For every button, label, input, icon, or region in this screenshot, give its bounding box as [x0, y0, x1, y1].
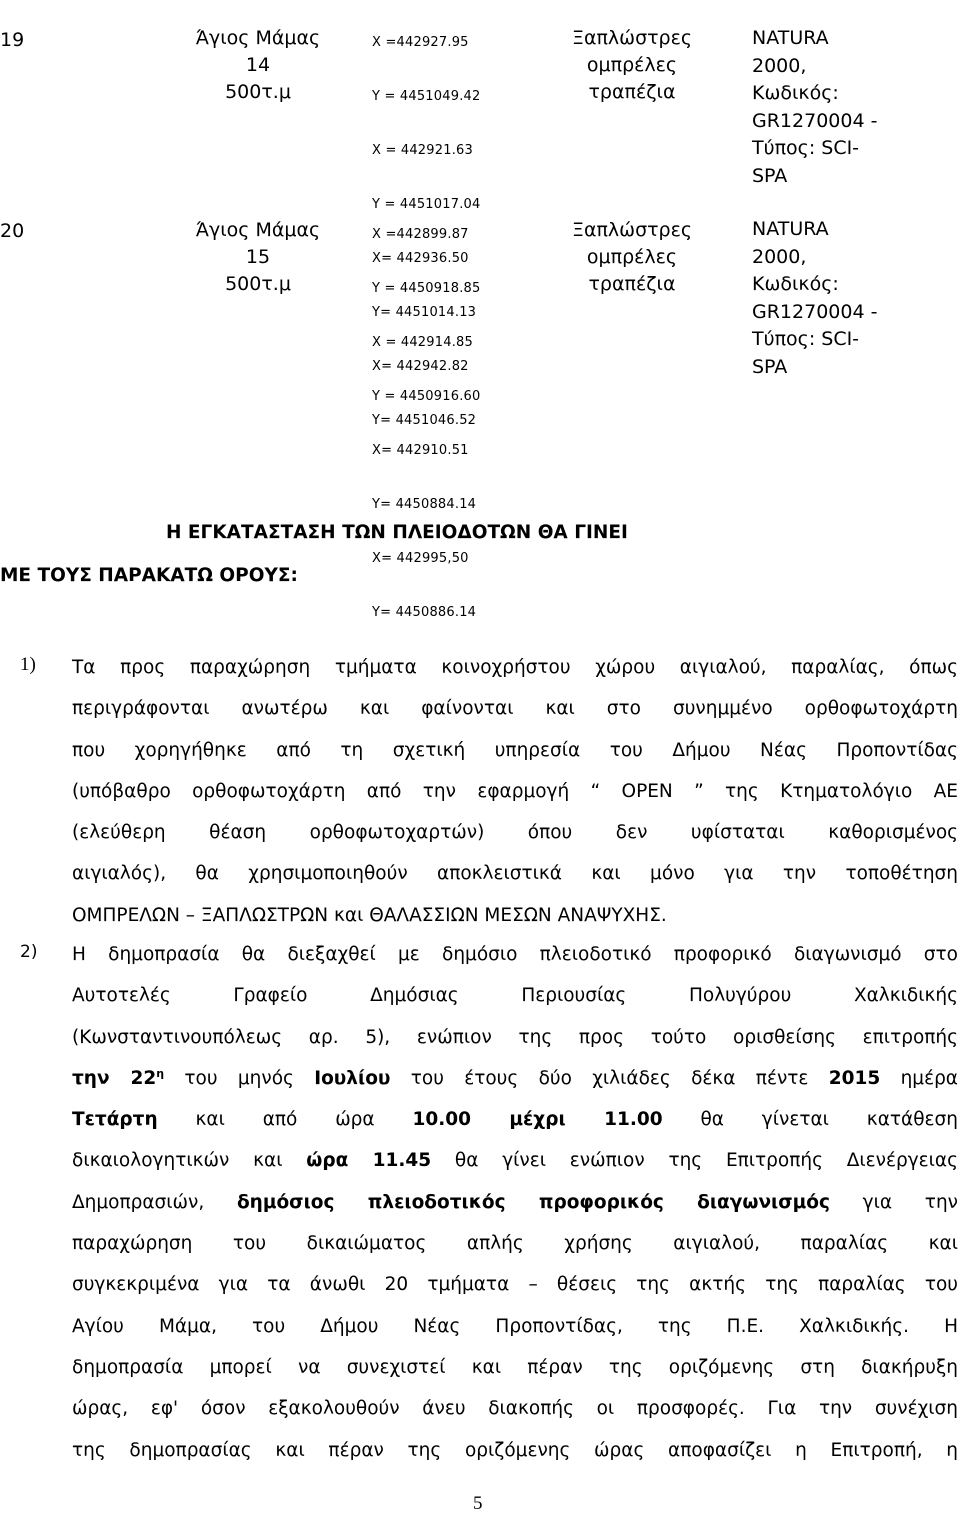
row-uses: Ξαπλώστρες ομπρέλες τραπέζια [571, 219, 693, 295]
row-uses: Ξαπλώστρες ομπρέλες τραπέζια [571, 27, 693, 103]
term-number: 2) [20, 942, 38, 962]
row-number: 19 [0, 29, 25, 51]
section-heading-line2: ΜΕ ΤΟΥΣ ΠΑΡΑΚΑΤΩ ΟΡΟΥΣ: [0, 565, 298, 586]
term-paragraph: Τα προς παραχώρηση τμήματα κοινοχρήστου χώρου αιγιαλού, παραλίας, όπως περιγράφονται ανωτέρω και φαίνονται και στο συνημμένο ορθοφωτοχάρτη που χορηγήθηκε από τη σχετική υπηρεσία του Δήμου Νέας Προποντίδας (υπόβαθρο ορθοφωτοχάρτη από την εφαρμογή “ OPEN ” της Κτηματολόγιο ΑΕ (ελεύθερη θέαση ορθοφωτοχαρτών) όπου δεν υφίσταται καθορισμένος αιγιαλός), θα χρησιμοποιηθούν αποκλειστικά και μόνο για την τοποθέτηση ΟΜΠΡΕΛΩΝ – ΞΑΠΛΩΣΤΡΩΝ και ΘΑΛΑΣΣΙΩΝ ΜΕΣΩΝ ΑΝΑΨΥΧΗΣ. [72, 657, 958, 926]
section-heading-line1: Η ΕΓΚΑΤΑΣΤΑΣΗ ΤΩΝ ΠΛΕΙΟΔΟΤΩΝ ΘΑ ΓΙΝΕΙ [166, 522, 628, 543]
row-coordinates: X =442899.87 Y = 4450918.85 X = 442914.85 Y = 4450916.60 X= 442910.51 Y= 4450884.14 X= 442995,50 Y= 4450886.14 [372, 227, 481, 620]
page-number: 5 [473, 1493, 483, 1514]
term-number: 1) [20, 654, 36, 675]
row-protection: NATURA 2000, Κωδικός: GR1270004 - Τύπος: SCI- SPA [752, 27, 878, 187]
row-location: Άγιος Μάμας 15 500τ.μ [195, 219, 321, 295]
row-number: 20 [0, 220, 25, 242]
row-protection: NATURA 2000, Κωδικός: GR1270004 - Τύπος: SCI- SPA [752, 218, 878, 378]
row-coordinates: X =442927.95 Y = 4451049.42 X = 442921.63 Y = 4451017.04 X= 442936.50 Y= 4451014.13 X= 442942.82 Y= 4451046.52 [372, 35, 481, 428]
term-paragraph: Η δημοπρασία θα διεξαχθεί με δημόσιο πλειοδοτικό προφορικό διαγωνισμό στο Αυτοτελές Γραφείο Δημόσιας Περιουσίας Πολυγύρου Χαλκιδικής (Κωνσταντινουπόλεως αρ. 5), ενώπιον της προς τούτο ορισθείσης επιτροπής την $22^\eta$ του μηνός Ιουλίου του έτους δύο χιλιάδες δέκα πέντε 2015 ημέρα Τετάρτη και από ώρα 10.00 μέχρι 11.00 θα γίνεται κατάθεση δικαιολογητικών και ώρα 11.45 θα γίνει ενώπιον της Επιτροπής Διενέργειας Δημοπρασιών, δημόσιος πλειοδοτικός προφορικός διαγωνισμός για την παραχώρηση του δικαιώματος απλής χρήσης αιγιαλού, παραλίας και συγκεκριμένα για τα άνωθι 20 τμήματα – θέσεις της ακτής της παραλίας του Αγίου Μάμα, του Δήμου Νέας Προποντίδας, της Π.Ε. Χαλκιδικής. Η δημοπρασία μπορεί να συνεχιστεί και πέραν της οριζόμενης στη διακήρυξη ώρας, εφ' όσον εξακολουθούν άνευ διακοπής οι προσφορές. Για την συνέχιση της δημοπρασίας και πέραν της οριζόμενης ώρας αποφασίζει η Επιτροπή, η [72, 944, 959, 1461]
row-location: Άγιος Μάμας 14 500τ.μ [195, 27, 321, 103]
